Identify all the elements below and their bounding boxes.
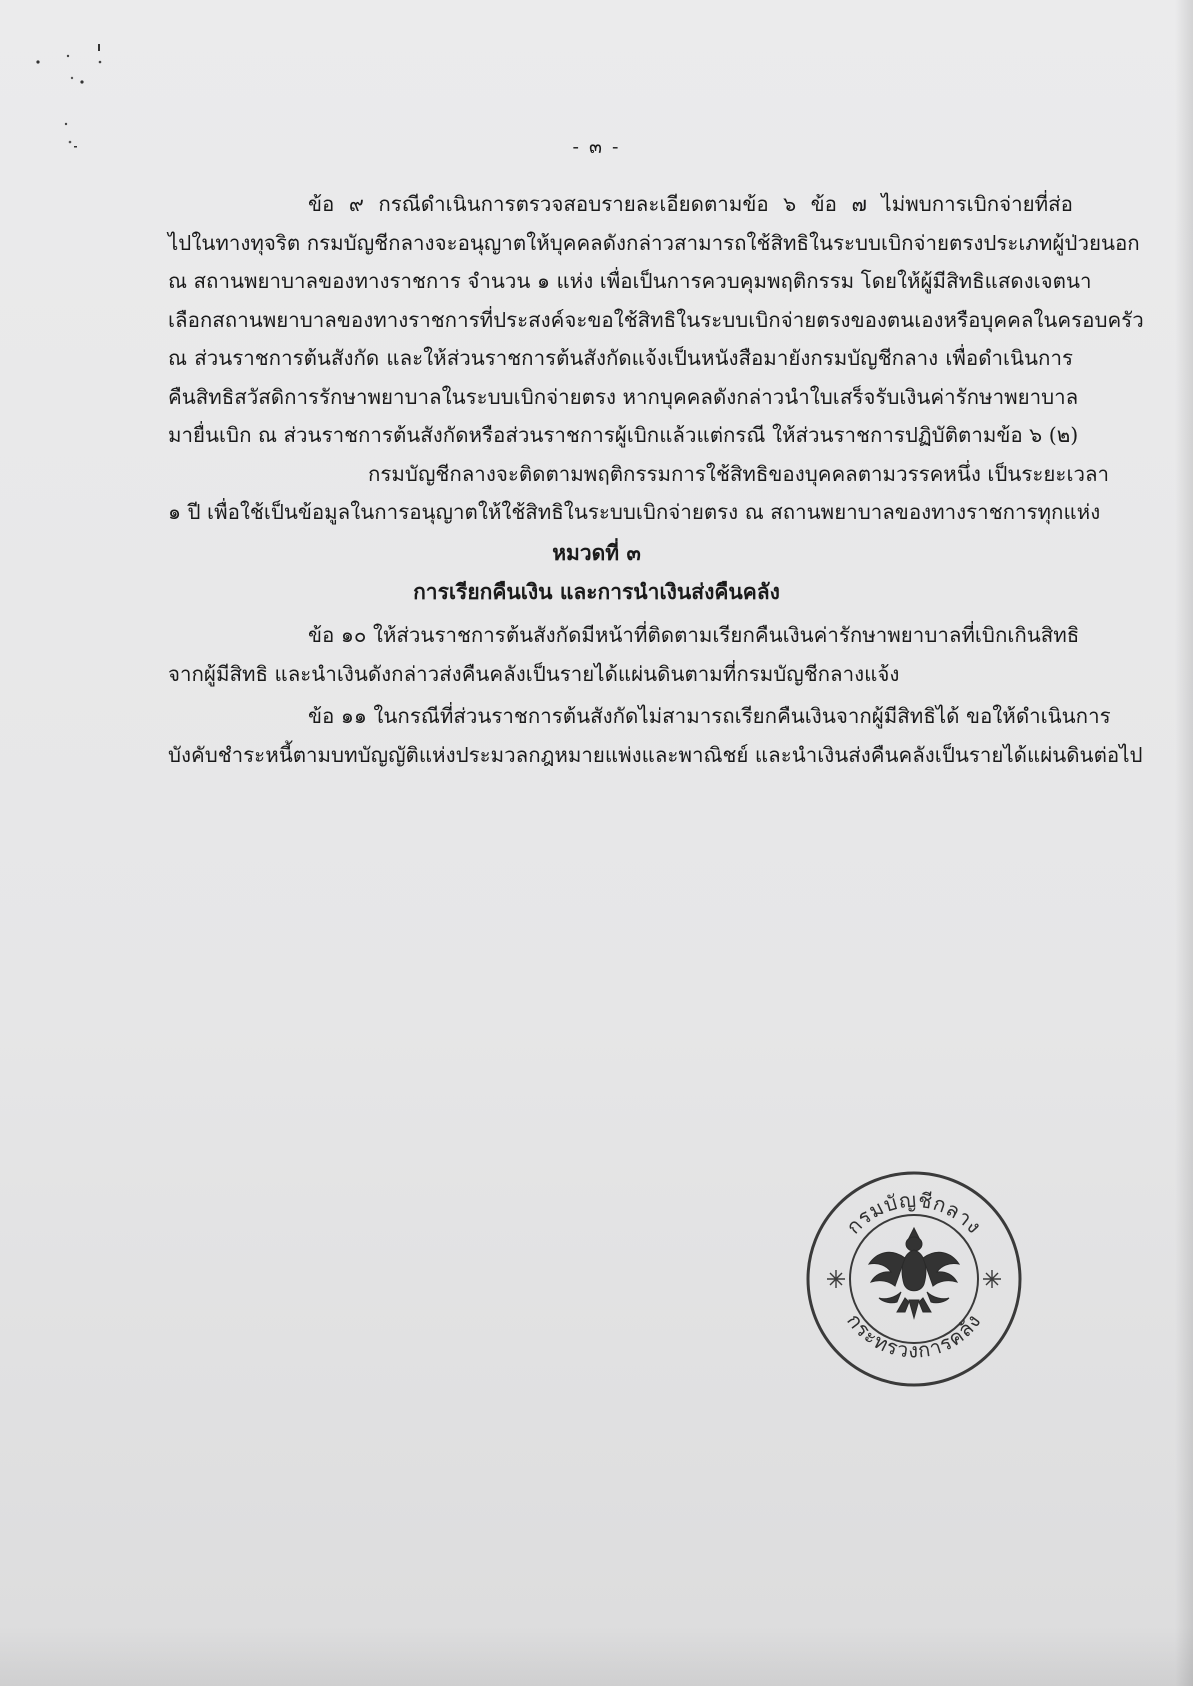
clause-11-line-1: ข้อ ๑๑ ในกรณีที่ส่วนราชการต้นสังกัดไม่สามารถเรียกคืนเงินจากผู้มีสิทธิได้ ขอให้ดำเนินการ <box>308 704 1111 728</box>
clause-9-line-1: ข้อ ๙ กรณีดำเนินการตรวจสอบรายละเอียดตามข้อ ๖ ข้อ ๗ ไม่พบการเบิกจ่ายที่ส่อ <box>308 192 1073 216</box>
scan-bottom-shadow <box>0 1626 1193 1686</box>
page-number: - ๓ - <box>572 136 621 158</box>
scan-edge-shadow <box>1175 0 1193 1686</box>
clause-11-line-2: บังคับชำระหนี้ตามบทบัญญัติแห่งประมวลกฎหมายแพ่งและพาณิชย์ และนำเงินส่งคืนคลังเป็นรายได้แผ่นดินต่อไป <box>168 742 1143 767</box>
clause-10-line-2: จากผู้มีสิทธิ และนำเงินดังกล่าวส่งคืนคลังเป็นรายได้แผ่นดินตามที่กรมบัญชีกลางแจ้ง <box>168 661 900 686</box>
clause-10-line-1: ข้อ ๑๐ ให้ส่วนราชการต้นสังกัดมีหน้าที่ติดตามเรียกคืนเงินค่ารักษาพยาบาลที่เบิกเกินสิทธิ <box>308 623 1080 647</box>
clause-11-paragraph <box>168 697 1143 774</box>
svg-text:กรมบัญชีกลาง: กรมบัญชีกลาง <box>841 1187 987 1239</box>
clause-9-line-6: คืนสิทธิสวัสดิการรักษาพยาบาลในระบบเบิกจ่ายตรง หากบุคคลดังกล่าวนำใบเสร็จรับเงินค่ารักษาพยาบาล <box>168 384 1079 409</box>
clause-9-line-2: ไปในทางทุจริต กรมบัญชีกลางจะอนุญาตให้บุคคลดังกล่าวสามารถใช้สิทธิในระบบเบิกจ่ายตรงประเภทผู้ป่วยนอก <box>168 230 1140 255</box>
clause-9-para2-line-1: กรมบัญชีกลางจะติดตามพฤติกรรมการใช้สิทธิของบุคคลตามวรรคหนึ่ง เป็นระยะเวลา <box>368 461 1110 486</box>
clause-9-line-4: เลือกสถานพยาบาลของทางราชการที่ประสงค์จะขอใช้สิทธิในระบบเบิกจ่ายตรงของตนเองหรือบุคคลในครอบครัว <box>168 307 1144 332</box>
garuda-emblem-icon <box>869 1228 959 1318</box>
clause-9-line-3: ณ สถานพยาบาลของทางราชการ จำนวน ๑ แห่ง เพื่อเป็นการควบคุมพฤติกรรม โดยให้ผู้มีสิทธิแสดงเจตนา <box>168 269 1092 293</box>
svg-text:กระทรวงการคลัง: กระทรวงการคลัง <box>842 1308 986 1363</box>
clause-9-line-5: ณ ส่วนราชการต้นสังกัด และให้ส่วนราชการต้นสังกัดแจ้งเป็นหนังสือมายังกรมบัญชีกลาง เพื่อดำเนินการ <box>168 346 1073 370</box>
ornament-left-icon <box>827 1270 845 1288</box>
ornament-right-icon <box>983 1270 1001 1288</box>
clause-10-paragraph <box>168 616 1080 693</box>
chapter-number: หมวดที่ ๓ <box>552 540 641 565</box>
clause-9-paragraph <box>168 185 1144 532</box>
chapter-title: การเรียกคืนเงิน และการนำเงินส่งคืนคลัง <box>413 579 780 604</box>
official-seal <box>805 1170 1023 1388</box>
clause-9-line-7: มายื่นเบิก ณ ส่วนราชการต้นสังกัดหรือส่วนราชการผู้เบิกแล้วแต่กรณี ให้ส่วนราชการปฏิบัติตามข้อ ๖ (๒) <box>168 423 1079 447</box>
clause-9-para2-line-2: ๑ ปี เพื่อใช้เป็นข้อมูลในการอนุญาตให้ใช้สิทธิในระบบเบิกจ่ายตรง ณ สถานพยาบาลของทางราชการทุกแห่ง <box>168 500 1101 524</box>
